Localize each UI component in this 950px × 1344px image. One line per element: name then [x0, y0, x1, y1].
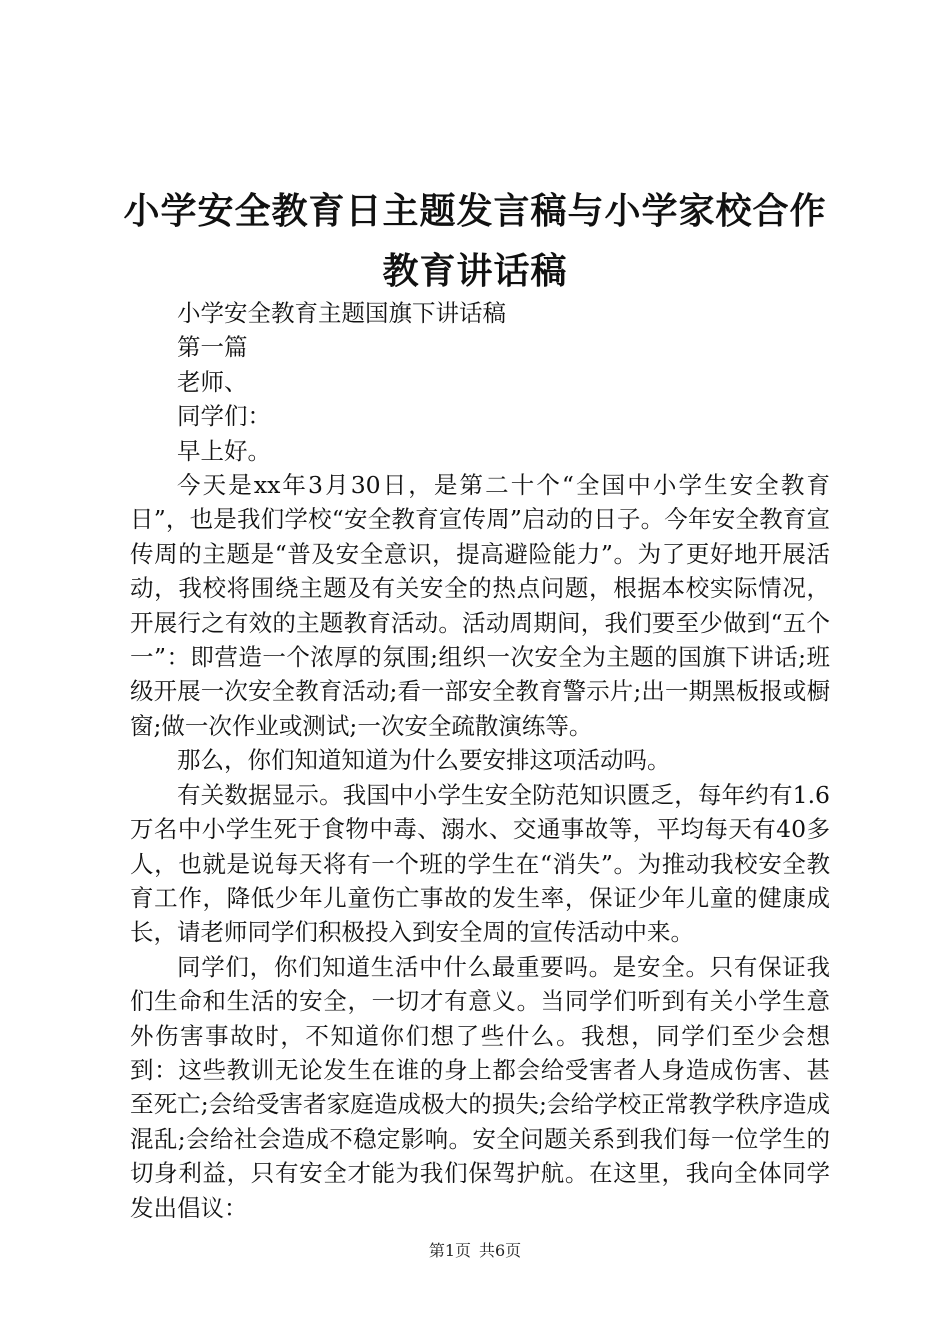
- document-body: [130, 296, 830, 1225]
- paragraph-subtitle: 小学安全教育主题国旗下讲话稿: [177, 299, 506, 327]
- paragraph-part-label: 第一篇: [177, 333, 248, 362]
- paragraph-body: 有关数据显示。我国中小学生安全防范知识匮乏，每年约有1.6万名中小学生死于食物中毒、溺水、交通事故等，平均每天有40多人，也就是说每天将有一个班的学生在“消失”。为推动我校安全教育工作，降低少年儿童伤亡事故的发生率，保证少年儿童的健康成长，请老师同学们积极投入到安全周的宣传活动中来。: [130, 780, 830, 947]
- page-number: 第1页: [428, 1241, 471, 1260]
- document-title: 小学安全教育日主题发言稿与小学家校合作教育讲话稿: [123, 191, 827, 292]
- paragraph-body: 同学们，你们知道生活中什么最重要吗。是安全。只有保证我们生命和生活的安全，一切才有意义。当同学们听到有关小学生意外伤害事故时，不知道你们想了些什么。我想，同学们至少会想到：这些教训无论发生在谁的身上都会给受害者人身造成伤害、甚至死亡;会给受害者家庭造成极大的损失;会给学校正常教学秩序造成混乱;会给社会造成不稳定影响。安全问题关系到我们每一位学生的切身利益，只有安全才能为我们保驾护航。在这里，我向全体同学发出倡议：: [130, 952, 830, 1222]
- paragraph-salutation-students: 同学们：: [177, 402, 271, 431]
- paragraph-body: 那么，你们知道知道为什么要安排这项活动吗。: [177, 746, 671, 775]
- paragraph-greeting: 早上好。: [177, 436, 271, 465]
- page-footer: [0, 1240, 950, 1262]
- page-total: 共6页: [479, 1241, 522, 1260]
- paragraph-body: 今天是xx年3月30日，是第二十个“全国中小学生安全教育日”，也是我们学校“安全教育宣传周”启动的日子。今年安全教育宣传周的主题是“普及安全意识，提高避险能力”。为了更好地开展活动，我校将围绕主题及有关安全的热点问题，根据本校实际情况，开展行之有效的主题教育活动。活动周期间，我们要至少做到“五个一”：即营造一个浓厚的氛围;组织一次安全为主题的国旗下讲话;班级开展一次安全教育活动;看一部安全教育警示片;出一期黑板报或橱窗;做一次作业或测试;一次安全疏散演练等。: [130, 471, 830, 740]
- paragraph-salutation-teachers: 老师、: [177, 367, 248, 396]
